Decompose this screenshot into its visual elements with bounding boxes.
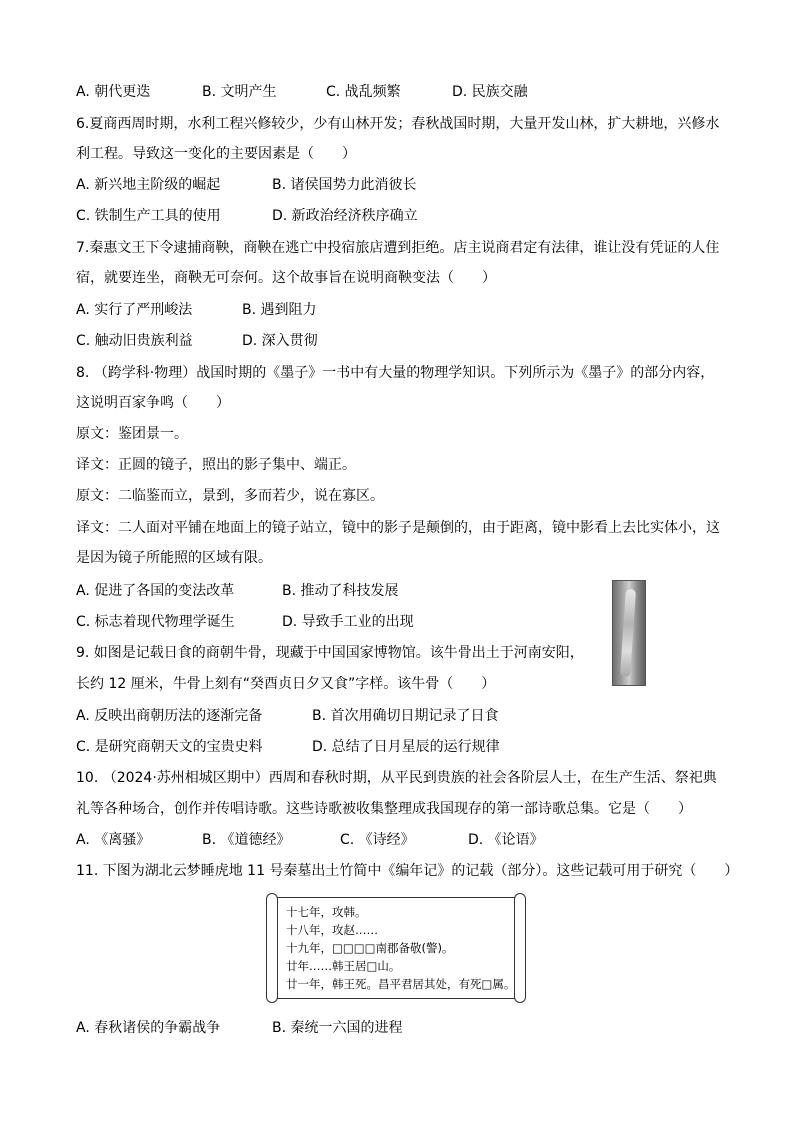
q9-stem-line2: 长约 12 厘米，牛骨上刻有“癸酉贞日夕又食”字样。该牛骨（ ） — [76, 676, 496, 692]
scroll-line-3: 十九年，□□□□南郡备敬(警)。 — [286, 941, 454, 955]
q7-option-a: A. 实行了严刑峻法 — [76, 302, 193, 318]
q9-stem-line1: 9. 如图是记载日食的商朝牛骨，现藏于中国国家博物馆。该牛骨出土于河南安阳， — [76, 645, 584, 661]
q7-option-b: B. 遇到阻力 — [242, 302, 317, 318]
oracle-bone-image — [612, 580, 646, 686]
q8-original-2: 原文：二临鉴而立，景到，多而若少，说在寡区。 — [76, 488, 384, 504]
q10-option-c: C. 《诗经》 — [340, 832, 415, 848]
scroll-line-5: 廿一年，韩王死。昌平君居其处，有死□属。 — [286, 977, 516, 991]
q9-option-c: C. 是研究商朝天文的宝贵史料 — [76, 739, 263, 755]
q7-option-c: C. 触动旧贵族利益 — [76, 333, 193, 349]
q10-option-a: A. 《离骚》 — [76, 832, 151, 848]
q7-option-d: D. 深入贯彻 — [242, 333, 318, 349]
q10-option-b: B. 《道德经》 — [202, 832, 291, 848]
q8-translation-2-line2: 是因为镜子所能照的区域有限。 — [76, 550, 272, 566]
q8-translation-1: 译文：正圆的镜子，照出的影子集中、端正。 — [76, 457, 356, 473]
q6-option-d: D. 新政治经济秩序确立 — [272, 208, 418, 224]
q6-option-b: B. 诸侯国势力此消彼长 — [272, 177, 417, 193]
q8-stem-line1: 8. （跨学科·物理）战国时期的《墨子》一书中有大量的物理学知识。下列所示为《墨子》的部分内容， — [76, 365, 715, 381]
q6-option-a: A. 新兴地主阶级的崛起 — [76, 177, 221, 193]
scroll-line-4: 廿年……韩王居□山。 — [286, 959, 401, 973]
bamboo-slip-scroll — [266, 893, 526, 1003]
q5-option-c: C. 战乱频繁 — [326, 84, 401, 100]
q9-option-d: D. 总结了日月星辰的运行规律 — [312, 739, 500, 755]
q6-option-c: C. 铁制生产工具的使用 — [76, 208, 221, 224]
q6-stem-line2: 利工程。导致这一变化的主要因素是（ ） — [76, 146, 356, 162]
q8-stem-line2: 这说明百家争鸣（ ） — [76, 395, 230, 411]
q9-option-a: A. 反映出商朝历法的逐渐完备 — [76, 708, 263, 724]
q8-option-d: D. 导致手工业的出现 — [282, 614, 414, 630]
scroll-rod-left — [266, 893, 278, 1003]
q6-stem-line1: 6.夏商西周时期，水利工程兴修较少，少有山林开发；春秋战国时期，大量开发山林，扩大耕地，兴修水 — [76, 116, 720, 132]
scroll-line-1: 十七年，攻韩。 — [286, 905, 367, 919]
q8-option-a: A. 促进了各国的变法改革 — [76, 583, 235, 599]
scroll-line-2: 十八年，攻赵…… — [286, 923, 378, 937]
q8-original-1: 原文：鉴团景一。 — [76, 426, 188, 442]
q7-stem-line1: 7.秦惠文王下令逮捕商鞅，商鞅在逃亡中投宿旅店遭到拒绝。店主说商君定有法律，谁让没有凭证的人住 — [76, 240, 720, 256]
q5-option-d: D. 民族交融 — [452, 84, 528, 100]
scroll-rod-right — [514, 893, 526, 1003]
q11-option-a: A. 春秋诸侯的争霸战争 — [76, 1020, 221, 1036]
q7-stem-line2: 宿，就要连坐，商鞅无可奈何。这个故事旨在说明商鞅变法（ ） — [76, 270, 496, 286]
q11-option-b: B. 秦统一六国的进程 — [272, 1020, 403, 1036]
q5-option-a: A. 朝代更迭 — [76, 84, 151, 100]
q8-option-b: B. 推动了科技发展 — [282, 583, 399, 599]
q10-stem-line2: 礼等各种场合，创作并传唱诗歌。这些诗歌被收集整理成我国现存的第一部诗歌总集。它是（ ） — [76, 801, 692, 817]
q5-option-b: B. 文明产生 — [202, 84, 277, 100]
q8-option-c: C. 标志着现代物理学诞生 — [76, 614, 235, 630]
q8-translation-2-line1: 译文：二人面对平铺在地面上的镜子站立，镜中的影子是颠倒的，由于距离，镜中影看上去比实体小，这 — [76, 520, 720, 536]
q10-stem-line1: 10. （2024·苏州相城区期中）西周和春秋时期，从平民到贵族的社会各阶层人士，在生产生活、祭祀典 — [76, 770, 717, 786]
q9-option-b: B. 首次用确切日期记录了日食 — [312, 708, 499, 724]
q11-stem-line1: 11. 下图为湖北云梦睡虎地 11 号秦墓出土竹简中《编年记》的记载（部分）。这些记载可用于研究（ ） — [76, 863, 739, 879]
q10-option-d: D. 《论语》 — [468, 832, 544, 848]
